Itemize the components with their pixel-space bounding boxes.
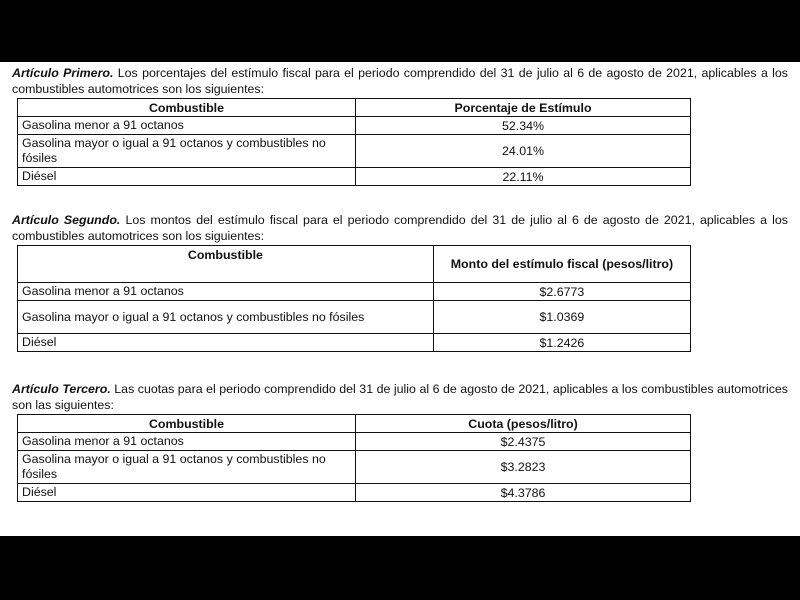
article-paragraph — [12, 381, 788, 413]
fuel-cell: Diésel — [18, 168, 356, 186]
fuel-cell: Gasolina mayor o igual a 91 octanos y combustibles no fósiles — [18, 301, 434, 334]
fuel-cell: Gasolina mayor o igual a 91 octanos y combustibles no fósiles — [18, 451, 356, 484]
article-paragraph — [12, 65, 788, 97]
table-row — [18, 135, 691, 168]
column-header-amount: Monto del estímulo fiscal (pesos/litro) — [433, 246, 690, 283]
table-header-row — [18, 99, 691, 117]
value-cell: $4.3786 — [356, 484, 691, 502]
table-row — [18, 451, 691, 484]
column-header-fuel: Combustible — [18, 99, 356, 117]
table-row — [18, 283, 691, 301]
fuel-cell: Gasolina menor a 91 octanos — [18, 433, 356, 451]
table-row — [18, 117, 691, 135]
column-header-fuel: Combustible — [18, 246, 434, 283]
column-header-quota: Cuota (pesos/litro) — [356, 415, 691, 433]
column-header-percentage: Porcentaje de Estímulo — [356, 99, 691, 117]
table-header-row — [18, 415, 691, 433]
value-cell: $2.6773 — [433, 283, 690, 301]
table-row — [18, 334, 691, 352]
fuel-cell: Gasolina mayor o igual a 91 octanos y combustibles no fósiles — [18, 135, 356, 168]
value-cell: 52.34% — [356, 117, 691, 135]
stimulus-amount-table — [17, 245, 691, 352]
article-text: Los montos del estímulo fiscal para el periodo comprendido del 31 de julio al 6 de agosto de 2021, aplicables a los combustibles automotrices son los siguientes: — [12, 213, 788, 243]
article-paragraph — [12, 212, 788, 244]
table-row — [18, 433, 691, 451]
article-primero — [12, 65, 788, 186]
value-cell: $3.2823 — [356, 451, 691, 484]
table-row — [18, 168, 691, 186]
fuel-cell: Gasolina menor a 91 octanos — [18, 283, 434, 301]
article-tercero — [12, 381, 788, 502]
table-row — [18, 301, 691, 334]
quota-table — [17, 414, 691, 502]
article-text: Las cuotas para el periodo comprendido del 31 de julio al 6 de agosto de 2021, aplicables a los combustibles automotrices son las siguientes: — [12, 382, 788, 412]
table-header-row — [18, 246, 691, 283]
stimulus-percentage-table — [17, 98, 691, 186]
value-cell: $2.4375 — [356, 433, 691, 451]
value-cell: 22.11% — [356, 168, 691, 186]
value-cell: 24.01% — [356, 135, 691, 168]
article-label: Artículo Primero. — [12, 66, 114, 80]
fuel-cell: Diésel — [18, 334, 434, 352]
column-header-fuel: Combustible — [18, 415, 356, 433]
article-label: Artículo Tercero. — [12, 382, 111, 396]
fuel-cell: Gasolina menor a 91 octanos — [18, 117, 356, 135]
value-cell: $1.0369 — [433, 301, 690, 334]
document-page — [0, 62, 800, 536]
value-cell: $1.2426 — [433, 334, 690, 352]
fuel-cell: Diésel — [18, 484, 356, 502]
article-label: Artículo Segundo. — [12, 213, 121, 227]
article-text: Los porcentajes del estímulo fiscal para el periodo comprendido del 31 de julio al 6 de agosto de 2021, aplicables a los combustibles automotrices son los siguientes: — [12, 66, 788, 96]
article-segundo — [12, 212, 788, 352]
table-row — [18, 484, 691, 502]
